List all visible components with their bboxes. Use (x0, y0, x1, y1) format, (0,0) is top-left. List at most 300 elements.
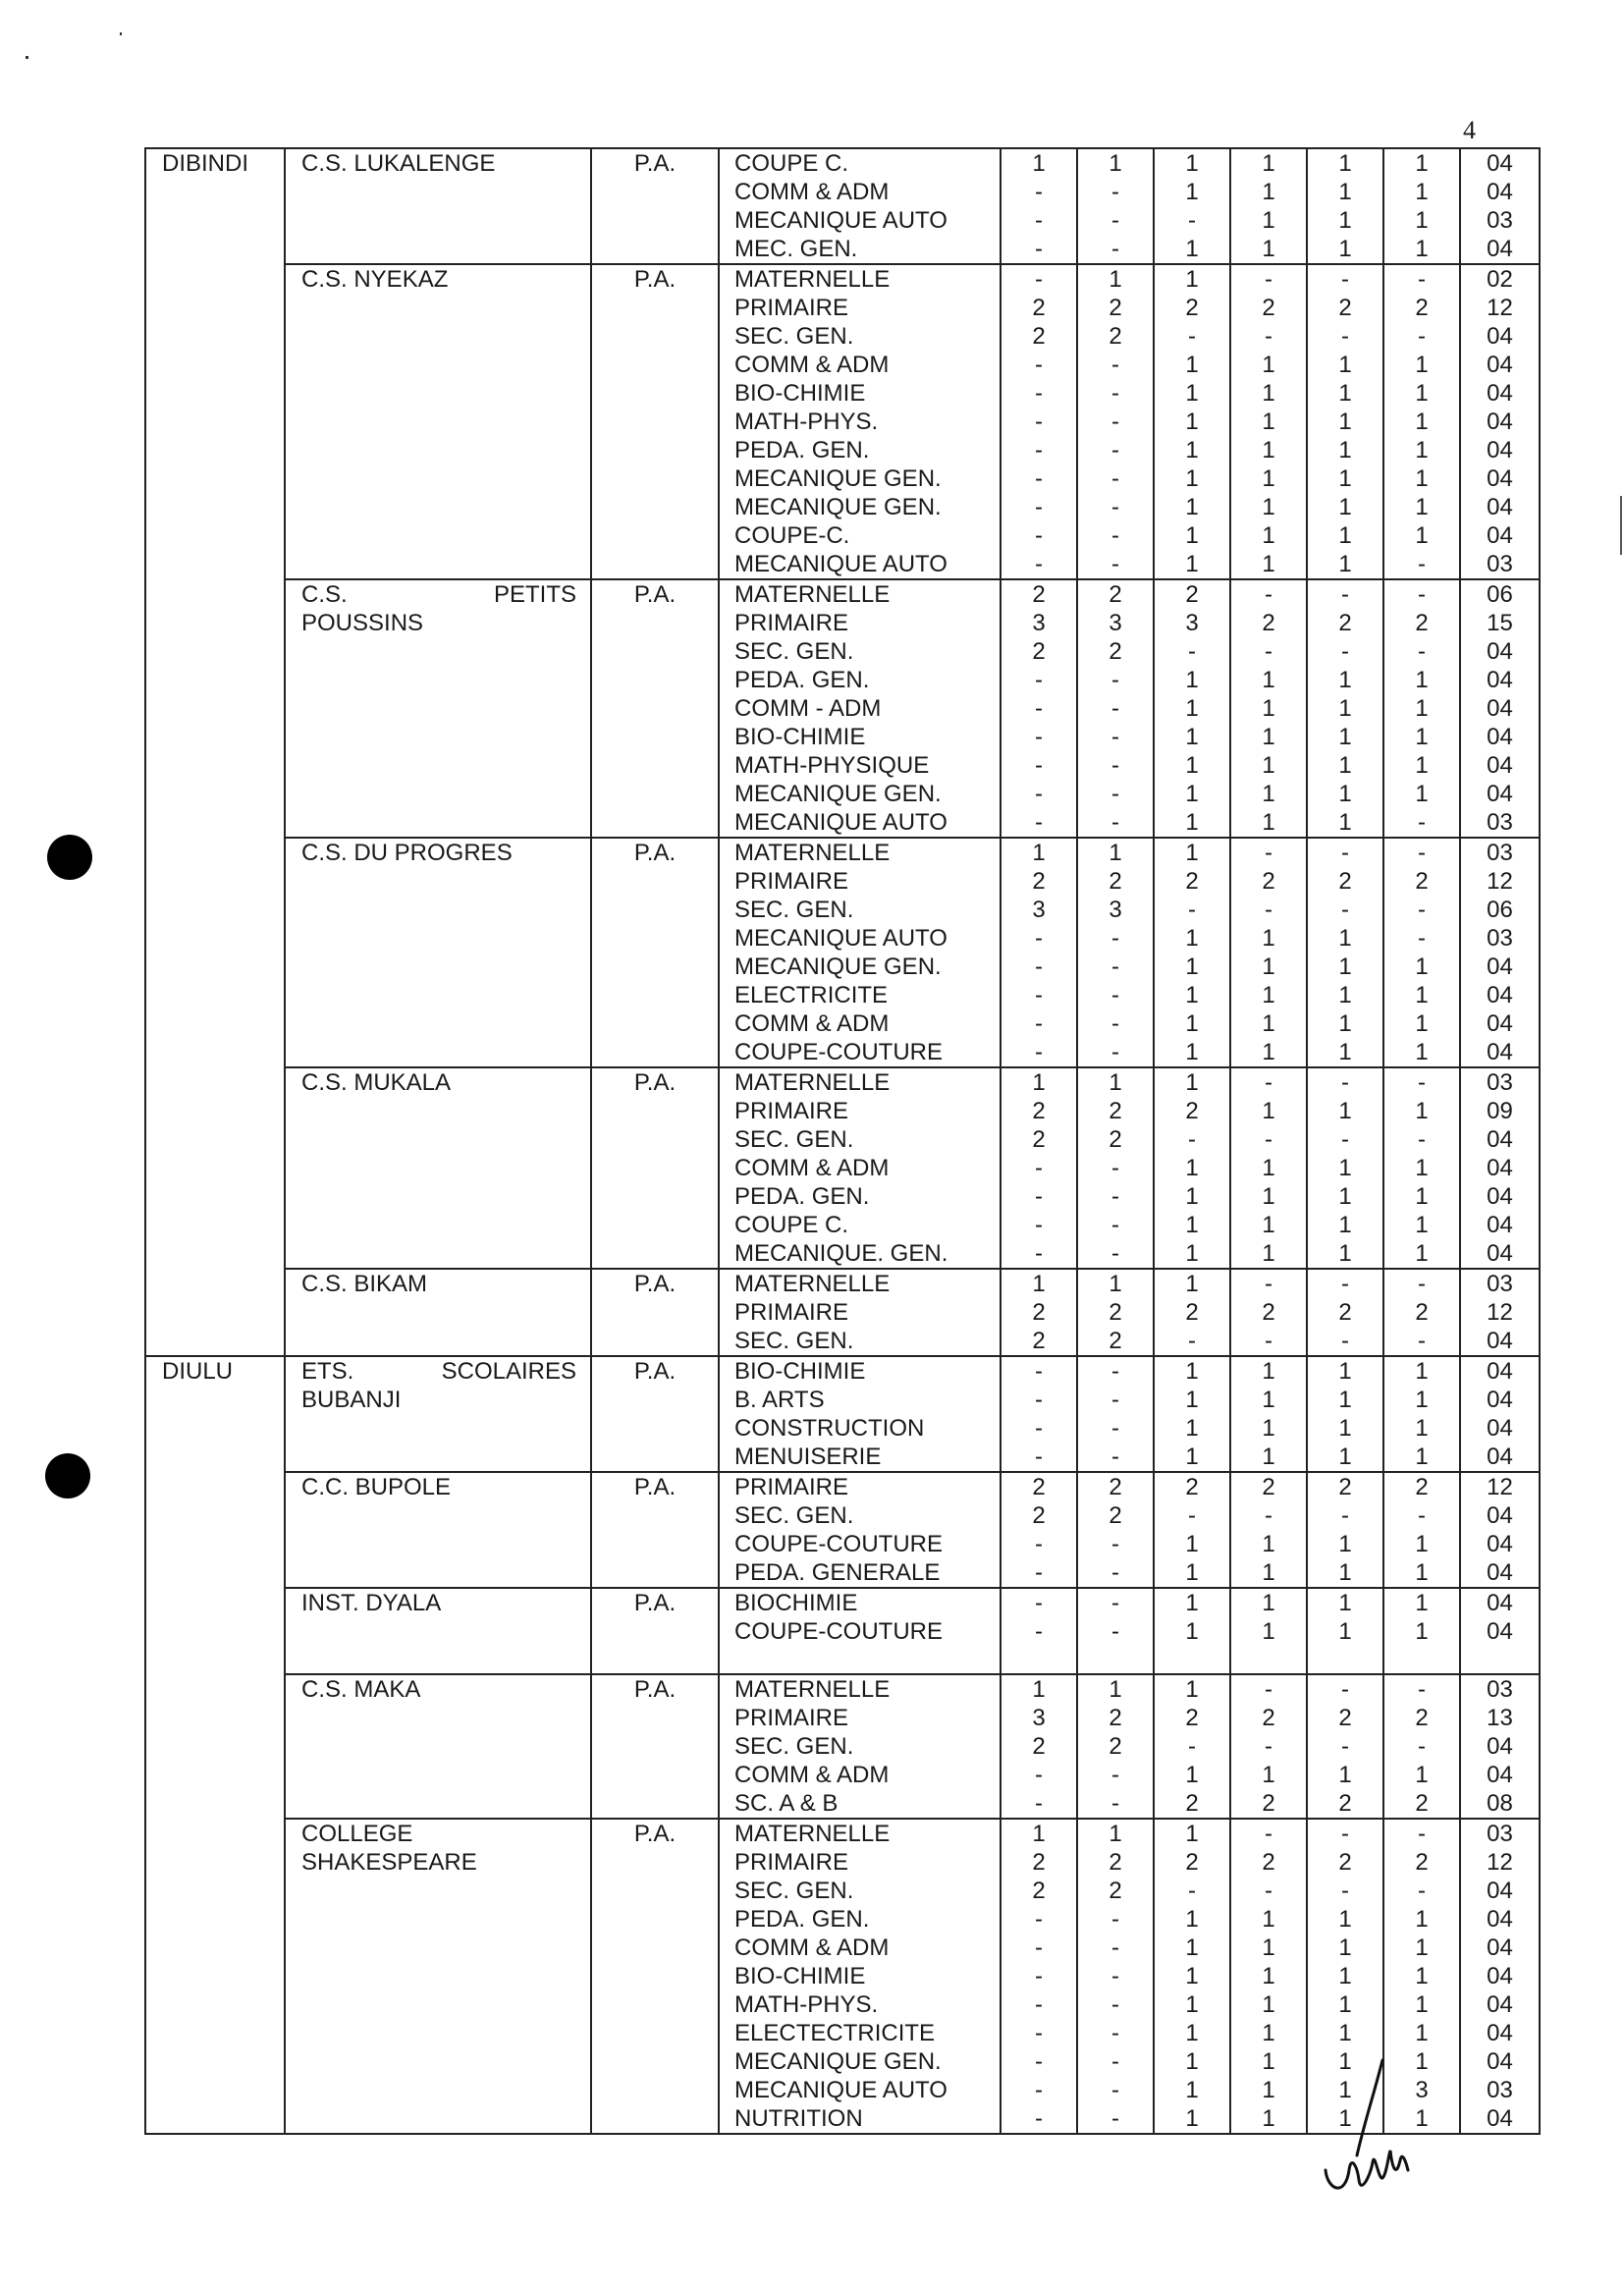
class-count-cell: 2 (1154, 1472, 1230, 1501)
class-count-cell: 1 (1230, 351, 1307, 379)
school-cell (285, 838, 591, 867)
zone-cell (145, 1761, 285, 1789)
class-count-cell: 2 (1077, 867, 1154, 896)
zone-cell (145, 1501, 285, 1530)
school-cell (285, 808, 591, 838)
regime-cell (591, 550, 719, 579)
total-cell: 04 (1460, 436, 1540, 464)
page-number: 4 (1463, 116, 1476, 144)
class-count-cell: 2 (1001, 1298, 1077, 1327)
table-row (145, 981, 1540, 1009)
table-row (145, 148, 1540, 178)
class-count-cell: 1 (1154, 780, 1230, 808)
option-cell: COUPE C. (719, 1211, 1001, 1239)
class-count-cell: 1 (1230, 1154, 1307, 1182)
option-cell: PRIMAIRE (719, 1848, 1001, 1877)
table-row (145, 1211, 1540, 1239)
zone-cell (145, 1269, 285, 1298)
class-count-cell: - (1077, 1530, 1154, 1558)
school-cell (285, 351, 591, 379)
table-row (145, 351, 1540, 379)
table-row (145, 2019, 1540, 2047)
zone-cell (145, 1674, 285, 1704)
total-cell: 04 (1460, 637, 1540, 666)
class-count-cell: 2 (1154, 1789, 1230, 1819)
zone-cell (145, 1990, 285, 2019)
zone-cell (145, 178, 285, 206)
class-count-cell: 1 (1154, 666, 1230, 694)
school-cell (285, 1704, 591, 1732)
class-count-cell: - (1383, 1674, 1460, 1704)
class-count-cell: - (1077, 924, 1154, 953)
regime-cell: P.A. (591, 264, 719, 294)
zone-cell (145, 1819, 285, 1848)
school-cell (285, 1443, 591, 1472)
binder-hole-bottom (45, 1453, 90, 1498)
regime-cell (591, 2019, 719, 2047)
total-cell: 02 (1460, 264, 1540, 294)
total-cell: 04 (1460, 351, 1540, 379)
class-count-cell: 1 (1230, 780, 1307, 808)
class-count-cell: 1 (1001, 1067, 1077, 1097)
table-row (145, 723, 1540, 751)
class-count-cell: 1 (1154, 178, 1230, 206)
school-cell (285, 1905, 591, 1934)
class-count-cell: 1 (1307, 1761, 1383, 1789)
class-count-cell: 3 (1001, 609, 1077, 637)
option-cell: NUTRITION (719, 2104, 1001, 2134)
class-count-cell: 1 (1230, 521, 1307, 550)
option-cell: MATERNELLE (719, 264, 1001, 294)
school-cell (285, 1962, 591, 1990)
table-row (145, 1848, 1540, 1877)
class-count-cell: 1 (1307, 2047, 1383, 2076)
option-cell: COMM & ADM (719, 1009, 1001, 1038)
table-row (145, 322, 1540, 351)
school-cell (285, 666, 591, 694)
class-count-cell: 2 (1001, 294, 1077, 322)
class-count-cell: - (1077, 1588, 1154, 1617)
class-count-cell: - (1001, 206, 1077, 235)
table-row (145, 1501, 1540, 1530)
school-cell (285, 1067, 591, 1097)
school-cell (285, 1211, 591, 1239)
class-count-cell: 2 (1230, 1848, 1307, 1877)
total-cell: 04 (1460, 1934, 1540, 1962)
total-cell: 12 (1460, 294, 1540, 322)
class-count-cell: 1 (1307, 148, 1383, 178)
option-cell: COUPE-COUTURE (719, 1530, 1001, 1558)
class-count-cell: - (1001, 780, 1077, 808)
table-row (145, 1356, 1540, 1386)
class-count-cell: 1 (1230, 808, 1307, 838)
class-count-cell: 1 (1307, 694, 1383, 723)
option-cell: MATERNELLE (719, 1269, 1001, 1298)
class-count-cell: - (1230, 1732, 1307, 1761)
zone-cell (145, 294, 285, 322)
table-row (145, 1327, 1540, 1356)
class-count-cell: - (1077, 1414, 1154, 1443)
class-count-cell: 2 (1307, 294, 1383, 322)
option-cell: PRIMAIRE (719, 609, 1001, 637)
class-count-cell: - (1383, 1067, 1460, 1097)
class-count-cell: - (1077, 2104, 1154, 2134)
school-cell (285, 521, 591, 550)
total-cell: 03 (1460, 1269, 1540, 1298)
total-cell: 03 (1460, 1819, 1540, 1848)
zone-cell (145, 666, 285, 694)
table-row (145, 1298, 1540, 1327)
total-cell: 04 (1460, 1356, 1540, 1386)
regime-cell (591, 235, 719, 264)
class-count-cell: - (1307, 1067, 1383, 1097)
table-row (145, 1414, 1540, 1443)
school-cell (285, 924, 591, 953)
class-count-cell: - (1077, 351, 1154, 379)
class-count-cell: - (1383, 264, 1460, 294)
zone-cell (145, 723, 285, 751)
total-cell: 04 (1460, 2047, 1540, 2076)
regime-cell (591, 723, 719, 751)
class-count-cell: 1 (1307, 2076, 1383, 2104)
class-count-cell: - (1383, 579, 1460, 609)
class-count-cell: - (1077, 1239, 1154, 1269)
total-cell: 03 (1460, 550, 1540, 579)
school-cell (285, 1789, 591, 1819)
class-count-cell: 1 (1230, 953, 1307, 981)
class-count-cell: 1 (1154, 235, 1230, 264)
total-cell: 03 (1460, 924, 1540, 953)
zone-cell (145, 780, 285, 808)
regime-cell (591, 637, 719, 666)
table-row (145, 867, 1540, 896)
table-row (145, 1239, 1540, 1269)
regime-cell (591, 1443, 719, 1472)
total-cell: 03 (1460, 206, 1540, 235)
option-cell: MECANIQUE. GEN. (719, 1239, 1001, 1269)
class-count-cell: 1 (1230, 751, 1307, 780)
option-cell: PRIMAIRE (719, 1298, 1001, 1327)
class-count-cell: 1 (1383, 408, 1460, 436)
option-cell: PEDA. GEN. (719, 666, 1001, 694)
school-cell (285, 178, 591, 206)
regime-cell (591, 1009, 719, 1038)
zone-cell (145, 953, 285, 981)
option-cell: MECANIQUE GEN. (719, 2047, 1001, 2076)
class-count-cell: - (1307, 1125, 1383, 1154)
class-count-cell: 1 (1230, 1443, 1307, 1472)
regime-cell (591, 924, 719, 953)
school-cell (285, 1327, 591, 1356)
class-count-cell: - (1077, 1962, 1154, 1990)
class-count-cell: 1 (1307, 666, 1383, 694)
class-count-cell: 1 (1230, 1356, 1307, 1386)
regime-cell (591, 436, 719, 464)
school-cell (285, 1674, 591, 1704)
class-count-cell: - (1001, 379, 1077, 408)
option-cell: COMM & ADM (719, 178, 1001, 206)
table-row (145, 1472, 1540, 1501)
class-count-cell: 3 (1154, 609, 1230, 637)
table-row (145, 1009, 1540, 1038)
total-cell: 13 (1460, 1704, 1540, 1732)
class-count-cell: 2 (1001, 1501, 1077, 1530)
class-count-cell: 1 (1154, 148, 1230, 178)
class-count-cell: 1 (1383, 1558, 1460, 1588)
option-cell: MATERNELLE (719, 1067, 1001, 1097)
regime-cell (591, 493, 719, 521)
class-count-cell: 1 (1383, 235, 1460, 264)
class-count-cell: - (1230, 1125, 1307, 1154)
school-name: INST. DYALA (301, 1590, 442, 1616)
class-count-cell: 1 (1154, 981, 1230, 1009)
class-count-cell: - (1230, 1269, 1307, 1298)
class-count-cell: 1 (1383, 1182, 1460, 1211)
class-count-cell: 1 (1154, 436, 1230, 464)
class-count-cell: 1 (1307, 1617, 1383, 1674)
zone-cell (145, 694, 285, 723)
class-count-cell: 1 (1230, 235, 1307, 264)
school-name: C.S. NYEKAZ (301, 266, 449, 293)
class-count-cell: 1 (1154, 2104, 1230, 2134)
class-count-cell: 1 (1230, 1990, 1307, 2019)
table-row (145, 436, 1540, 464)
class-count-cell: - (1077, 1905, 1154, 1934)
total-cell: 04 (1460, 1761, 1540, 1789)
regime-cell (591, 694, 719, 723)
table-row (145, 1269, 1540, 1298)
option-cell: PEDA. GEN. (719, 1905, 1001, 1934)
zone-cell (145, 1298, 285, 1327)
option-cell: PEDA. GENERALE (719, 1558, 1001, 1588)
total-cell: 12 (1460, 1298, 1540, 1327)
class-count-cell: 1 (1154, 464, 1230, 493)
total-cell: 12 (1460, 1848, 1540, 1877)
class-count-cell: 2 (1001, 1848, 1077, 1877)
table-row (145, 1789, 1540, 1819)
school-cell (285, 1848, 591, 1877)
class-count-cell: 1 (1383, 1211, 1460, 1239)
class-count-cell: 1 (1077, 1674, 1154, 1704)
class-count-cell: 1 (1307, 723, 1383, 751)
option-cell: CONSTRUCTION (719, 1414, 1001, 1443)
class-count-cell: - (1383, 808, 1460, 838)
regime-cell: P.A. (591, 838, 719, 867)
class-count-cell: 1 (1307, 464, 1383, 493)
regime-cell (591, 2076, 719, 2104)
table-row (145, 1182, 1540, 1211)
school-name: ETS. SCOLAIRES (301, 1358, 576, 1385)
class-count-cell: - (1383, 1877, 1460, 1905)
table-row (145, 751, 1540, 780)
class-count-cell: - (1077, 780, 1154, 808)
class-count-cell: 1 (1154, 1269, 1230, 1298)
class-count-cell: - (1307, 896, 1383, 924)
class-count-cell: 1 (1154, 2047, 1230, 2076)
class-count-cell: 1 (1383, 521, 1460, 550)
zone-cell (145, 1386, 285, 1414)
table-row (145, 1819, 1540, 1848)
class-count-cell: - (1001, 2104, 1077, 2134)
regime-cell (591, 206, 719, 235)
class-count-cell: - (1154, 637, 1230, 666)
total-cell: 04 (1460, 1182, 1540, 1211)
school-cell (285, 1239, 591, 1269)
school-cell (285, 436, 591, 464)
total-cell: 04 (1460, 1877, 1540, 1905)
school-cell (285, 1038, 591, 1067)
school-cell (285, 1414, 591, 1443)
class-count-cell: - (1001, 666, 1077, 694)
total-cell: 04 (1460, 1154, 1540, 1182)
regime-cell (591, 981, 719, 1009)
class-count-cell: 1 (1077, 148, 1154, 178)
zone-cell (145, 379, 285, 408)
option-cell: COMM & ADM (719, 1154, 1001, 1182)
table-row (145, 1704, 1540, 1732)
class-count-cell: - (1001, 1617, 1077, 1674)
class-count-cell: 2 (1154, 1298, 1230, 1327)
regime-cell (591, 351, 719, 379)
school-cell (285, 1588, 591, 1617)
table-row (145, 1588, 1540, 1617)
class-count-cell: - (1383, 838, 1460, 867)
class-count-cell: 1 (1383, 351, 1460, 379)
total-cell: 04 (1460, 1501, 1540, 1530)
class-count-cell: 2 (1383, 1704, 1460, 1732)
class-count-cell: 1 (1307, 1386, 1383, 1414)
class-count-cell: - (1307, 1501, 1383, 1530)
class-count-cell: - (1077, 1038, 1154, 1067)
class-count-cell: - (1077, 1558, 1154, 1588)
school-cell (285, 1819, 591, 1848)
class-count-cell: - (1230, 896, 1307, 924)
class-count-cell: - (1001, 1182, 1077, 1211)
class-count-cell: - (1001, 1386, 1077, 1414)
class-count-cell: 1 (1383, 1761, 1460, 1789)
class-count-cell: - (1001, 493, 1077, 521)
school-cell (285, 2104, 591, 2134)
class-count-cell: 1 (1307, 808, 1383, 838)
option-cell: MATH-PHYS. (719, 1990, 1001, 2019)
class-count-cell: - (1077, 550, 1154, 579)
class-count-cell: - (1001, 2019, 1077, 2047)
zone-cell (145, 521, 285, 550)
class-count-cell: 1 (1383, 1097, 1460, 1125)
option-cell: ELECTECTRICITE (719, 2019, 1001, 2047)
zone-cell (145, 1789, 285, 1819)
class-count-cell: 1 (1230, 1097, 1307, 1125)
class-count-cell: - (1077, 694, 1154, 723)
zone-cell (145, 609, 285, 637)
class-count-cell: 2 (1383, 1848, 1460, 1877)
total-cell: 03 (1460, 808, 1540, 838)
zone-cell (145, 2019, 285, 2047)
class-count-cell: 1 (1307, 751, 1383, 780)
class-count-cell: 1 (1307, 1097, 1383, 1125)
option-cell: COUPE C. (719, 148, 1001, 178)
regime-cell (591, 2047, 719, 2076)
class-count-cell: 1 (1230, 1558, 1307, 1588)
class-count-cell: - (1383, 637, 1460, 666)
option-cell: B. ARTS (719, 1386, 1001, 1414)
class-count-cell: 1 (1154, 1239, 1230, 1269)
total-cell: 15 (1460, 609, 1540, 637)
class-count-cell: 1 (1307, 1530, 1383, 1558)
class-count-cell: 1 (1383, 1588, 1460, 1617)
regime-cell: P.A. (591, 1674, 719, 1704)
class-count-cell: 1 (1307, 206, 1383, 235)
regime-cell (591, 1530, 719, 1558)
option-cell: PRIMAIRE (719, 294, 1001, 322)
class-count-cell: 2 (1001, 322, 1077, 351)
school-cell (285, 1877, 591, 1905)
table-row (145, 924, 1540, 953)
regime-cell (591, 1558, 719, 1588)
class-count-cell: - (1077, 1990, 1154, 2019)
zone-cell (145, 637, 285, 666)
total-cell: 04 (1460, 953, 1540, 981)
regime-cell: P.A. (591, 1067, 719, 1097)
class-count-cell: - (1001, 1211, 1077, 1239)
class-count-cell: 1 (1383, 1905, 1460, 1934)
table-row (145, 838, 1540, 867)
class-count-cell: 1 (1077, 838, 1154, 867)
class-count-cell: - (1001, 953, 1077, 981)
table-row (145, 1386, 1540, 1414)
class-count-cell: - (1307, 838, 1383, 867)
table-row (145, 1934, 1540, 1962)
class-count-cell: 3 (1383, 2076, 1460, 2104)
zone-cell (145, 896, 285, 924)
class-count-cell: 1 (1307, 1239, 1383, 1269)
class-count-cell: 1 (1383, 1934, 1460, 1962)
class-count-cell: 1 (1383, 1154, 1460, 1182)
school-name: C.C. BUPOLE (301, 1474, 452, 1500)
class-count-cell: - (1307, 1674, 1383, 1704)
scan-mark-top (120, 32, 122, 35)
class-count-cell: 2 (1077, 1704, 1154, 1732)
option-cell: SEC. GEN. (719, 322, 1001, 351)
zone-cell (145, 808, 285, 838)
class-count-cell: 2 (1154, 1704, 1230, 1732)
regime-cell (591, 1761, 719, 1789)
school-cell (285, 294, 591, 322)
zone-cell (145, 493, 285, 521)
option-cell: MATERNELLE (719, 838, 1001, 867)
school-cell (285, 723, 591, 751)
option-cell: MECANIQUE AUTO (719, 808, 1001, 838)
class-count-cell: - (1077, 2047, 1154, 2076)
class-count-cell: 1 (1307, 1154, 1383, 1182)
zone-cell (145, 981, 285, 1009)
school-cell (285, 1934, 591, 1962)
class-count-cell: 1 (1001, 1269, 1077, 1298)
option-cell: COUPE-COUTURE (719, 1038, 1001, 1067)
class-count-cell: - (1077, 464, 1154, 493)
class-count-cell: - (1307, 322, 1383, 351)
class-count-cell: 1 (1154, 1530, 1230, 1558)
class-count-cell: - (1077, 666, 1154, 694)
zone-cell (145, 751, 285, 780)
regime-cell: P.A. (591, 1269, 719, 1298)
class-count-cell: - (1001, 1038, 1077, 1067)
table-row (145, 637, 1540, 666)
table-row (145, 1530, 1540, 1558)
school-cell (285, 493, 591, 521)
class-count-cell: 1 (1230, 1009, 1307, 1038)
class-count-cell: 1 (1307, 1414, 1383, 1443)
